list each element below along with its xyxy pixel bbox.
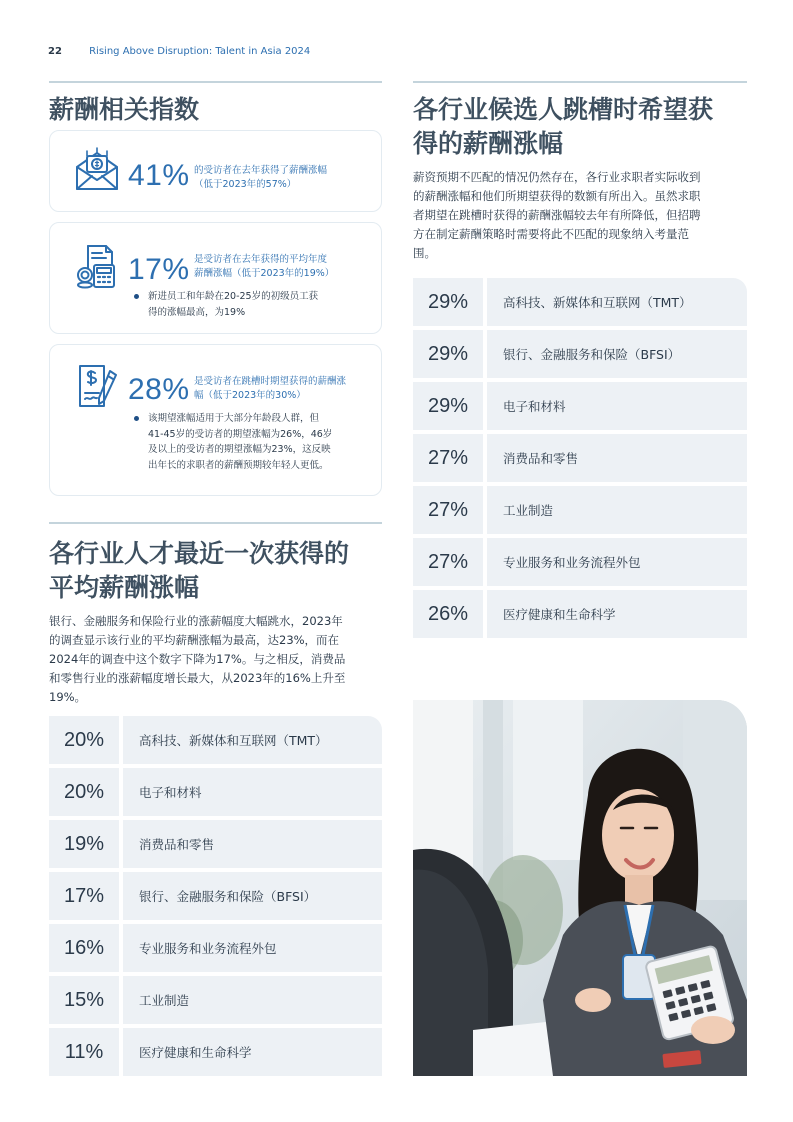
divider-left-mid	[49, 522, 382, 524]
stat-description-line: 是受访者在去年获得的平均年度	[194, 254, 328, 265]
stat-value: 17%	[128, 253, 190, 286]
stat-description-line: 是受访者在跳槽时期望获得的薪酬涨	[194, 376, 347, 387]
stat-bullet-line: 得的涨幅最高，为19%	[148, 306, 246, 318]
paragraph-line: 的调查显示该行业的平均薪酬涨幅为最高，达23%，而在	[49, 633, 340, 647]
consultant-with-calculator-photo	[413, 700, 747, 1076]
stat-card-expected-raise	[49, 344, 382, 496]
table-row	[49, 716, 382, 764]
paragraph-line: 2024年的调查中这个数字下降为17%。与之相反，消费品	[49, 652, 346, 666]
page-header	[48, 46, 310, 57]
row-industry-label: 消费品和零售	[487, 434, 747, 482]
stat-description-line: 薪酬涨幅（低于2023年的19%）	[194, 268, 335, 279]
row-percentage: 26%	[413, 590, 483, 638]
table-row	[413, 434, 747, 482]
row-industry-label: 专业服务和业务流程外包	[487, 538, 747, 586]
stat-bullet-line: 新进员工和年龄在20-25岁的初级员工获	[148, 291, 319, 302]
row-industry-label: 电子和材料	[123, 768, 382, 816]
row-percentage: 19%	[49, 820, 119, 868]
paragraph-line: 薪资预期不匹配的情况仍然存在，各行业求职者实际收到	[413, 170, 701, 184]
row-percentage: 15%	[49, 976, 119, 1024]
stat-card-raise-received	[49, 130, 382, 212]
paragraph-line: 和零售行业的涨薪幅度增长最大，从2023年的16%上升至	[49, 671, 346, 685]
contract-signing-icon	[74, 363, 120, 413]
table-row	[413, 486, 747, 534]
row-percentage: 16%	[49, 924, 119, 972]
recent-raise-table	[49, 716, 382, 1076]
row-percentage: 27%	[413, 538, 483, 586]
row-percentage: 20%	[49, 716, 119, 764]
row-industry-label: 工业制造	[123, 976, 382, 1024]
divider-right-top	[413, 81, 747, 83]
row-industry-label: 银行、金融服务和保险（BFSI）	[123, 872, 382, 920]
divider-left-top	[49, 81, 382, 83]
paragraph-line: 的薪酬涨幅和他们所期望获得的数额有所出入。虽然求职	[413, 189, 701, 203]
stat-description-line: （低于2023年的57%）	[194, 179, 297, 190]
row-industry-label: 高科技、新媒体和互联网（TMT）	[123, 716, 382, 764]
stat-description	[194, 164, 327, 192]
table-row	[49, 976, 382, 1024]
expected-raise-title	[413, 93, 713, 161]
page-number: 22	[48, 46, 62, 57]
row-percentage: 11%	[49, 1028, 119, 1076]
paragraph-line: 银行、金融服务和保险行业的涨薪幅度大幅跳水，2023年	[49, 614, 343, 628]
calculator-document-icon	[74, 243, 120, 293]
stat-card-average-raise	[49, 222, 382, 334]
money-envelope-icon	[74, 147, 120, 197]
row-industry-label: 高科技、新媒体和互联网（TMT）	[487, 278, 747, 326]
paragraph-line: 者期望在跳槽时获得的薪酬涨幅较去年有所降低，但招聘	[413, 208, 701, 222]
table-row	[413, 330, 747, 378]
expected-raise-table	[413, 278, 747, 640]
stat-bullet	[134, 411, 332, 473]
row-percentage: 27%	[413, 434, 483, 482]
expected-raise-title-line: 各行业候选人跳槽时希望获	[413, 95, 714, 124]
consultant-photo	[413, 700, 747, 1076]
row-industry-label: 医疗健康和生命科学	[123, 1028, 382, 1076]
row-percentage: 29%	[413, 382, 483, 430]
row-percentage: 17%	[49, 872, 119, 920]
salary-index-title: 薪酬相关指数	[49, 95, 200, 124]
stat-value: 41%	[128, 159, 190, 192]
paragraph-line: 方在制定薪酬策略时需要将此不匹配的现象纳入考量范	[413, 227, 689, 241]
row-industry-label: 工业制造	[487, 486, 747, 534]
row-industry-label: 专业服务和业务流程外包	[123, 924, 382, 972]
stat-bullet	[134, 289, 318, 320]
recent-raise-title-line: 各行业人才最近一次获得的	[49, 539, 350, 568]
stat-description-line: 幅（低于2023年的30%）	[194, 390, 306, 401]
stat-description	[194, 375, 346, 403]
row-percentage: 29%	[413, 278, 483, 326]
row-industry-label: 医疗健康和生命科学	[487, 590, 747, 638]
row-industry-label: 电子和材料	[487, 382, 747, 430]
stat-description-line: 的受访者在去年获得了薪酬涨幅	[194, 165, 328, 176]
stat-bullet-line: 及以上的受访者的期望涨幅为23%，这反映	[148, 444, 331, 455]
paragraph-line: 19%。	[49, 690, 87, 704]
stat-bullet-line: 出年长的求职者的薪酬预期较年轻人更低。	[148, 459, 329, 471]
table-row	[413, 278, 747, 326]
table-row	[413, 538, 747, 586]
row-percentage: 29%	[413, 330, 483, 378]
table-row	[49, 768, 382, 816]
row-percentage: 27%	[413, 486, 483, 534]
table-row	[49, 1028, 382, 1076]
row-industry-label: 银行、金融服务和保险（BFSI）	[487, 330, 747, 378]
table-row	[49, 924, 382, 972]
table-row	[49, 872, 382, 920]
table-row	[413, 382, 747, 430]
report-title: Rising Above Disruption: Talent in Asia 2024	[89, 46, 311, 57]
stat-description	[194, 253, 334, 281]
stat-value: 28%	[128, 373, 190, 406]
recent-raise-paragraph	[49, 612, 382, 707]
row-industry-label: 消费品和零售	[123, 820, 382, 868]
recent-raise-title	[49, 537, 349, 605]
table-row	[49, 820, 382, 868]
table-row	[413, 590, 747, 638]
paragraph-line: 围。	[413, 246, 436, 260]
row-percentage: 20%	[49, 768, 119, 816]
expected-raise-paragraph	[413, 168, 747, 263]
recent-raise-title-line: 平均薪酬涨幅	[49, 573, 200, 602]
stat-bullet-line: 该期望涨幅适用于大部分年龄段人群，但	[148, 413, 320, 424]
expected-raise-title-line: 得的薪酬涨幅	[413, 129, 564, 158]
stat-bullet-line: 41-45岁的受访者的期望涨幅为26%，46岁	[148, 428, 333, 440]
